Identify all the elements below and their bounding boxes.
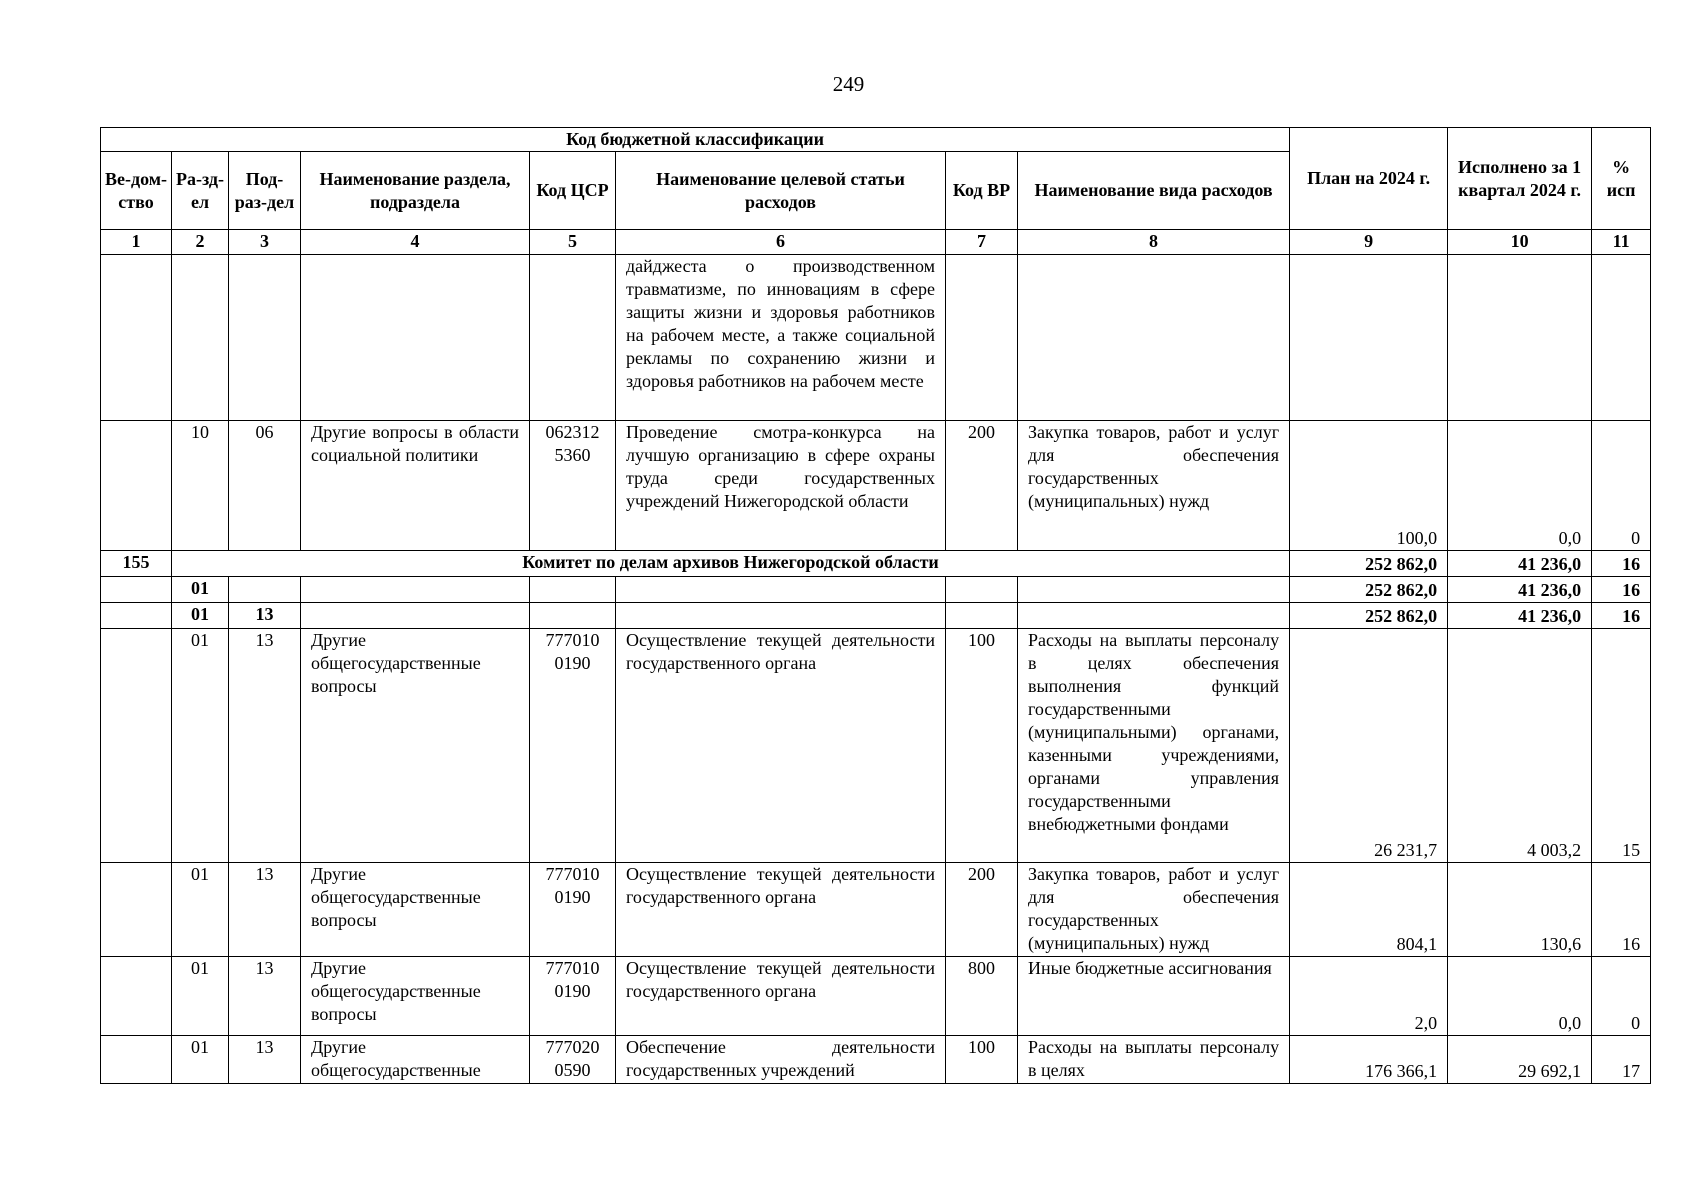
executed-cell: 41 236,0 bbox=[1448, 551, 1592, 577]
target-name-cell: Осуществление текущей деятельности государственного органа bbox=[616, 863, 946, 957]
razdel-cell: 01 bbox=[172, 863, 229, 957]
target-name-cell: Обеспечение деятельности государственных учреждений bbox=[616, 1036, 946, 1084]
plan-cell: 252 862,0 bbox=[1290, 577, 1448, 603]
target-name-cell: Осуществление текущей деятельности государственного органа bbox=[616, 629, 946, 863]
table-row bbox=[101, 421, 1651, 551]
executed-cell: 0,0 bbox=[1448, 957, 1592, 1036]
col-number: 8 bbox=[1018, 230, 1290, 255]
plan-cell: 2,0 bbox=[1290, 957, 1448, 1036]
pct-cell: 16 bbox=[1592, 863, 1651, 957]
executed-cell: 130,6 bbox=[1448, 863, 1592, 957]
department-code: 155 bbox=[101, 551, 172, 577]
subsection-total-row bbox=[101, 603, 1651, 629]
podrazdel-cell: 06 bbox=[229, 421, 301, 551]
expense-name-cell: Расходы на выплаты персоналу в целях обеспечения выполнения функций государственными (муниципальными) органами, казенными учреждениями, органами управления государственными внебюджетными фондами bbox=[1018, 629, 1290, 863]
pct-cell: 16 bbox=[1592, 603, 1651, 629]
header-col-9: План на 2024 г. bbox=[1290, 128, 1448, 230]
budget-table bbox=[100, 127, 1651, 1084]
pct-cell: 0 bbox=[1592, 421, 1651, 551]
razdel-cell: 01 bbox=[172, 603, 229, 629]
target-name-cell: дайджеста о производственном травматизме, по инновациям в сфере защиты жизни и здоровья работников на рабочем месте, а также социальной рекламы по сохранению жизни и здоровья работников на рабочем месте bbox=[616, 255, 946, 421]
podrazdel-cell: 13 bbox=[229, 1036, 301, 1084]
table-header bbox=[101, 128, 1651, 255]
plan-cell: 26 231,7 bbox=[1290, 629, 1448, 863]
pct-cell: 15 bbox=[1592, 629, 1651, 863]
header-col-1: Ве-дом-ство bbox=[101, 152, 172, 230]
plan-cell: 176 366,1 bbox=[1290, 1036, 1448, 1084]
col-number: 5 bbox=[530, 230, 616, 255]
plan-cell: 252 862,0 bbox=[1290, 603, 1448, 629]
col-number: 3 bbox=[229, 230, 301, 255]
vr-cell: 200 bbox=[946, 421, 1018, 551]
col-number: 11 bbox=[1592, 230, 1651, 255]
col-number: 2 bbox=[172, 230, 229, 255]
header-col-7: Код ВР bbox=[946, 152, 1018, 230]
header-col-3: Под-раз-дел bbox=[229, 152, 301, 230]
target-name-cell: Осуществление текущей деятельности государственного органа bbox=[616, 957, 946, 1036]
target-name-cell: Проведение смотра-конкурса на лучшую организацию в сфере охраны труда среди государственных учреждений Нижегородской области bbox=[616, 421, 946, 551]
expense-name-cell: Иные бюджетные ассигнования bbox=[1018, 957, 1290, 1036]
podrazdel-cell: 13 bbox=[229, 603, 301, 629]
podrazdel-cell: 13 bbox=[229, 957, 301, 1036]
header-col-11: % исп bbox=[1592, 128, 1651, 230]
expense-name-cell: Закупка товаров, работ и услуг для обеспечения государственных (муниципальных) нужд bbox=[1018, 421, 1290, 551]
csr-cell: 777010 0190 bbox=[530, 863, 616, 957]
col-number: 10 bbox=[1448, 230, 1592, 255]
section-total-row bbox=[101, 577, 1651, 603]
plan-cell: 804,1 bbox=[1290, 863, 1448, 957]
csr-cell: 777020 0590 bbox=[530, 1036, 616, 1084]
table-row bbox=[101, 629, 1651, 863]
vr-cell: 100 bbox=[946, 1036, 1018, 1084]
table-row bbox=[101, 1036, 1651, 1084]
podrazdel-cell: 13 bbox=[229, 863, 301, 957]
header-col-10: Исполнено за 1 квартал 2024 г. bbox=[1448, 128, 1592, 230]
csr-cell: 777010 0190 bbox=[530, 629, 616, 863]
executed-cell: 41 236,0 bbox=[1448, 603, 1592, 629]
col-number: 6 bbox=[616, 230, 946, 255]
plan-cell: 100,0 bbox=[1290, 421, 1448, 551]
table-row bbox=[101, 255, 1651, 421]
razdel-cell: 01 bbox=[172, 629, 229, 863]
section-name-cell: Другие общегосударственные вопросы bbox=[301, 957, 530, 1036]
pct-cell: 0 bbox=[1592, 957, 1651, 1036]
expense-name-cell: Расходы на выплаты персоналу в целях bbox=[1018, 1036, 1290, 1084]
section-name-cell: Другие общегосударственные bbox=[301, 1036, 530, 1084]
header-col-5: Код ЦСР bbox=[530, 152, 616, 230]
razdel-cell: 01 bbox=[172, 1036, 229, 1084]
razdel-cell: 10 bbox=[172, 421, 229, 551]
pct-cell: 17 bbox=[1592, 1036, 1651, 1084]
vr-cell: 100 bbox=[946, 629, 1018, 863]
executed-cell: 4 003,2 bbox=[1448, 629, 1592, 863]
table-row bbox=[101, 957, 1651, 1036]
header-group-title: Код бюджетной классификации bbox=[101, 128, 1290, 152]
header-col-4: Наименование раздела, подраздела bbox=[301, 152, 530, 230]
col-number: 7 bbox=[946, 230, 1018, 255]
executed-cell: 29 692,1 bbox=[1448, 1036, 1592, 1084]
header-col-8: Наименование вида расходов bbox=[1018, 152, 1290, 230]
col-number: 1 bbox=[101, 230, 172, 255]
pct-cell: 16 bbox=[1592, 551, 1651, 577]
column-numbers-row bbox=[101, 230, 1651, 255]
section-name-cell: Другие общегосударственные вопросы bbox=[301, 629, 530, 863]
razdel-cell: 01 bbox=[172, 957, 229, 1036]
col-number: 9 bbox=[1290, 230, 1448, 255]
pct-cell: 16 bbox=[1592, 577, 1651, 603]
department-row bbox=[101, 551, 1651, 577]
section-name-cell: Другие общегосударственные вопросы bbox=[301, 863, 530, 957]
razdel-cell: 01 bbox=[172, 577, 229, 603]
col-number: 4 bbox=[301, 230, 530, 255]
vr-cell: 200 bbox=[946, 863, 1018, 957]
page-number: 249 bbox=[832, 72, 865, 96]
executed-cell: 0,0 bbox=[1448, 421, 1592, 551]
vr-cell: 800 bbox=[946, 957, 1018, 1036]
csr-cell: 062312 5360 bbox=[530, 421, 616, 551]
department-name: Комитет по делам архивов Нижегородской области bbox=[172, 551, 1290, 577]
podrazdel-cell: 13 bbox=[229, 629, 301, 863]
header-col-2: Ра-зд-ел bbox=[172, 152, 229, 230]
plan-cell: 252 862,0 bbox=[1290, 551, 1448, 577]
table-row bbox=[101, 863, 1651, 957]
csr-cell: 777010 0190 bbox=[530, 957, 616, 1036]
header-col-6: Наименование целевой статьи расходов bbox=[616, 152, 946, 230]
expense-name-cell: Закупка товаров, работ и услуг для обеспечения государственных (муниципальных) нужд bbox=[1018, 863, 1290, 957]
section-name-cell: Другие вопросы в области социальной политики bbox=[301, 421, 530, 551]
executed-cell: 41 236,0 bbox=[1448, 577, 1592, 603]
